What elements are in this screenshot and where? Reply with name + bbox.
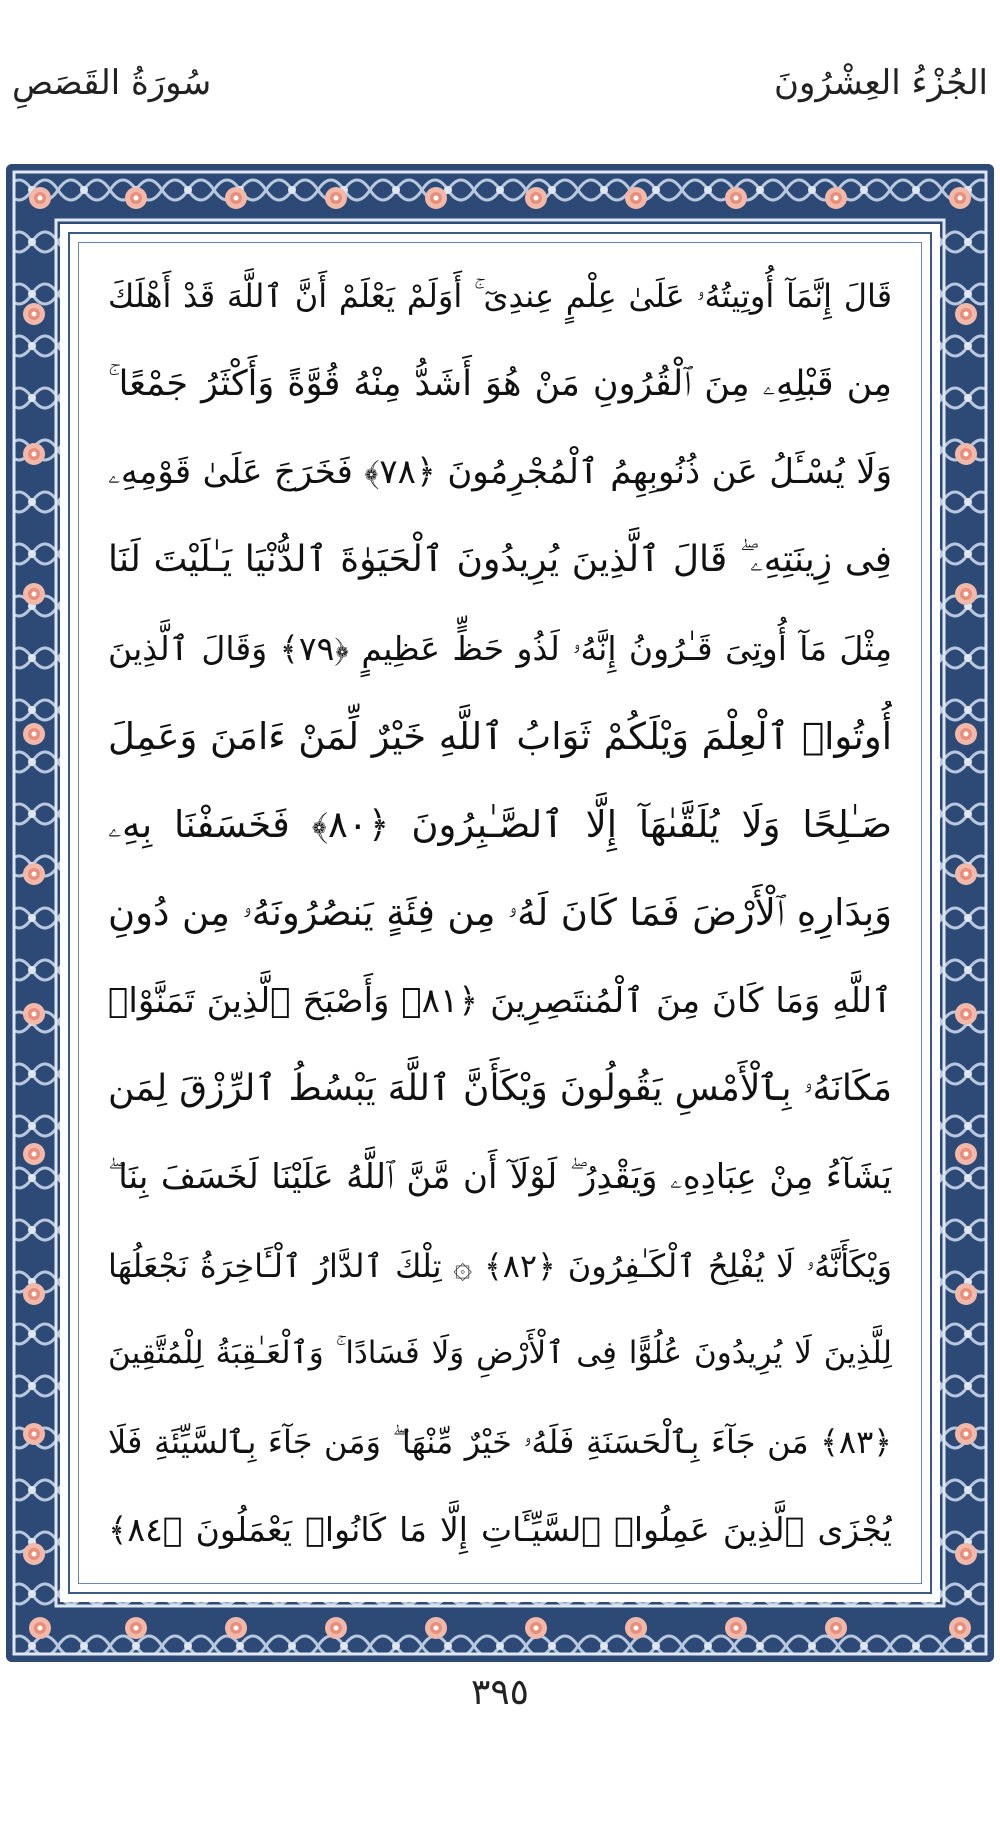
text-panel	[68, 232, 932, 1594]
text-line: مِثْلَ مَآ أُوتِىَ قَـٰرُونُ إِنَّهُۥ لَذُو حَظٍّ عَظِيمٍ ﴿٧٩﴾ وَقَالَ ٱلَّذِينَ	[108, 629, 892, 669]
page-number: ٣٩٥	[470, 1672, 529, 1713]
text-line: يَشَآءُ مِنْ عِبَادِهِۦ وَيَقْدِرُ ۖ لَوْلَآ أَن مَّنَّ ٱللَّهُ عَلَيْنَا لَخَسَفَ بِنَا ۖ	[108, 1157, 892, 1198]
text-line: مِن قَبْلِهِۦ مِنَ ٱلْقُرُونِ مَنْ هُوَ أَشَدُّ مِنْهُ قُوَّةً وَأَكْثَرُ جَمْعًا ۚ	[108, 363, 892, 404]
verse-lines	[108, 260, 892, 1566]
text-line: وَلَا يُسْـَٔلُ عَن ذُنُوبِهِمُ ٱلْمُجْرِمُونَ ﴿٧٨﴾ فَخَرَجَ عَلَىٰ قَوْمِهِۦ	[108, 452, 892, 493]
text-line: قَالَ إِنَّمَآ أُوتِيتُهُۥ عَلَىٰ عِلْمٍ عِندِىٓ ۚ أَوَلَمْ يَعْلَمْ أَنَّ ٱللَّهَ قَدْ أَهْلَكَ	[108, 277, 892, 315]
text-line: وَيْكَأَنَّهُۥ لَا يُفْلِحُ ٱلْكَـٰفِرُونَ ﴿٨٢﴾ ۞ تِلْكَ ٱلدَّارُ ٱلْـَٔاخِرَةُ نَجْعَلُهَا	[108, 1246, 892, 1285]
text-line: مَكَانَهُۥ بِٱلْأَمْسِ يَقُولُونَ وَيْكَأَنَّ ٱللَّهَ يَبْسُطُ ٱلرِّزْقَ لِمَن	[108, 1068, 892, 1110]
text-line: فِى زِينَتِهِۦ ۖ قَالَ ٱلَّذِينَ يُرِيدُونَ ٱلْحَيَوٰةَ ٱلدُّنْيَا يَـٰلَيْتَ لَنَا	[108, 539, 892, 581]
text-line: أُوتُوا۟ ٱلْعِلْمَ وَيْلَكُمْ ثَوَابُ ٱللَّهِ خَيْرٌ لِّمَنْ ءَامَنَ وَعَمِلَ	[108, 715, 892, 759]
surah-title: سُورَةُ القَصَصِ	[12, 63, 212, 103]
text-line: لِلَّذِينَ لَا يُرِيدُونَ عُلُوًّا فِى ٱلْأَرْضِ وَلَا فَسَادًا ۚ وَٱلْعَـٰقِبَةُ لِلْمُتَّقِينَ	[108, 1335, 892, 1372]
running-header	[12, 8, 988, 158]
text-line: وَبِدَارِهِ ٱلْأَرْضَ فَمَا كَانَ لَهُۥ مِن فِئَةٍ يَنصُرُونَهُۥ مِن دُونِ	[108, 891, 892, 935]
text-line: يُجْزَى ٱلَّذِينَ عَمِلُوا۟ ٱلسَّيِّـَٔاتِ إِلَّا مَا كَانُوا۟ يَعْمَلُونَ ﴿٨٤﴾	[108, 1510, 892, 1550]
text-line: ﴿٨٣﴾ مَن جَآءَ بِٱلْحَسَنَةِ فَلَهُۥ خَيْرٌ مِّنْهَا ۖ وَمَن جَآءَ بِٱلسَّيِّئَةِ فَلَا	[108, 1422, 892, 1461]
text-line: ٱللَّهِ وَمَا كَانَ مِنَ ٱلْمُنتَصِرِينَ ﴿٨١﴾ وَأَصْبَحَ ٱلَّذِينَ تَمَنَّوْا۟	[108, 981, 892, 1022]
text-line: صَـٰلِحًا وَلَا يُلَقَّىٰهَآ إِلَّا ٱلصَّـٰبِرُونَ ﴿٨٠﴾ فَخَسَفْنَا بِهِۦ	[108, 803, 892, 847]
juz-title: الجُزْءُ العِشْرُونَ	[774, 63, 988, 103]
